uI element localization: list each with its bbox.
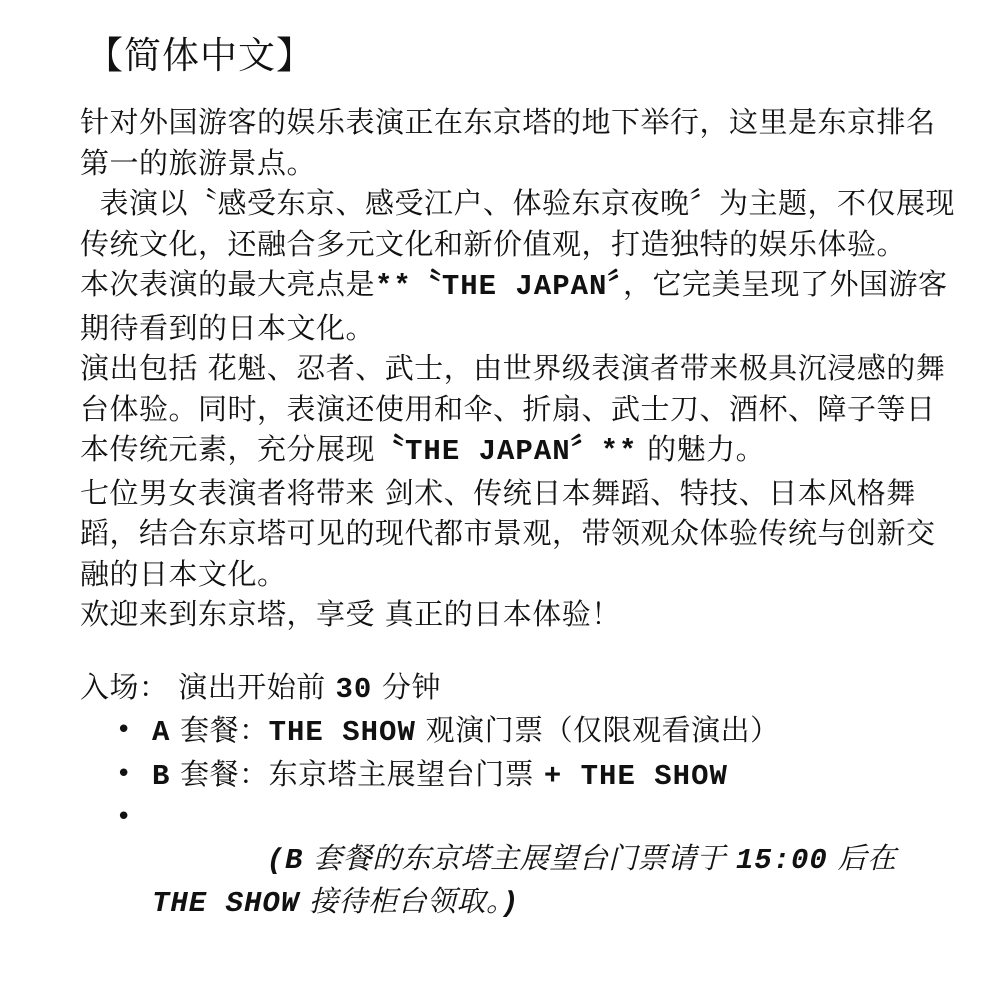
bullet-icon: •: [116, 715, 132, 745]
note-text-b: 后在: [827, 840, 907, 875]
package-a-item: [116, 710, 960, 754]
package-list: [80, 710, 960, 965]
highlight-paragraph: [80, 264, 960, 348]
highlight-the-japan: **〝THE JAPAN〞: [375, 270, 623, 303]
theme-text: 表演以〝感受东京、感受江户、体验东京夜晚〞为主题，不仅展现传统文化，还融合多元文化和新价值观，打造独特的娱乐体验。: [80, 186, 955, 261]
note-close: ): [500, 887, 520, 920]
package-a-name: 套餐：: [170, 713, 269, 747]
performance-text-c: 的魅力。: [637, 432, 766, 466]
entry-minutes: 30: [335, 672, 373, 706]
package-a-show: THE SHOW: [268, 716, 416, 749]
package-b-item: [116, 754, 960, 798]
package-a-code: A: [152, 716, 171, 749]
note-text-a: 套餐的东京塔主展望台门票请于: [303, 840, 736, 875]
highlight-text-c: ，它完美呈现了外国游客期待看到的日本文化。: [80, 267, 948, 345]
highlight-text-a: 本次表演的最大亮点是: [80, 267, 376, 301]
entry-text-b: 分钟: [372, 669, 441, 704]
package-b-name: 套餐：东京塔主展望台门票: [170, 756, 544, 791]
performance-the-japan: 〝THE JAPAN〞**: [375, 435, 638, 468]
package-b-code: B: [152, 759, 171, 793]
package-b-note-item: [116, 797, 960, 965]
note-time: 15:00: [735, 843, 828, 877]
performance-text-a: 演出包括 花魁、忍者、武士，由世界级表演者带来极具沉浸感的舞台体验。同时，表演还使用和伞、折扇、武士刀、酒杯、障子等日本传统元素，充分展现: [80, 351, 946, 466]
bullet-icon: •: [116, 802, 132, 832]
entry-label: 入场：: [80, 669, 169, 704]
document: [80, 28, 960, 965]
welcome-paragraph: 欢迎来到东京塔，享受 真正的日本体验！: [80, 597, 621, 631]
note-open: (B: [229, 843, 304, 877]
performance-paragraph: [80, 348, 960, 473]
doc-title: 【简体中文】: [86, 34, 314, 77]
performers-paragraph: 七位男女表演者将带来 剑术、传统日本舞蹈、特技、日本风格舞蹈，结合东京塔可见的现代都市景观，带领观众体验传统与创新交融的日本文化。: [80, 475, 936, 591]
section-gap: [80, 635, 960, 667]
entry-line: [80, 667, 960, 711]
bullet-icon: •: [116, 758, 132, 789]
package-a-desc: 观演门票（仅限观看演出）: [415, 713, 780, 747]
entry-text-a: 演出开始前: [168, 669, 336, 704]
doc-body: [80, 102, 960, 965]
note-text-c: 接待柜台领取。: [299, 884, 501, 918]
package-b-plus-show: + THE SHOW: [543, 759, 728, 793]
note-the-show: THE SHOW: [152, 887, 300, 920]
theme-paragraph: [80, 183, 960, 264]
intro-paragraph: 针对外国游客的娱乐表演正在东京塔的地下举行，这里是东京排名第一的旅游景点。: [80, 105, 936, 180]
